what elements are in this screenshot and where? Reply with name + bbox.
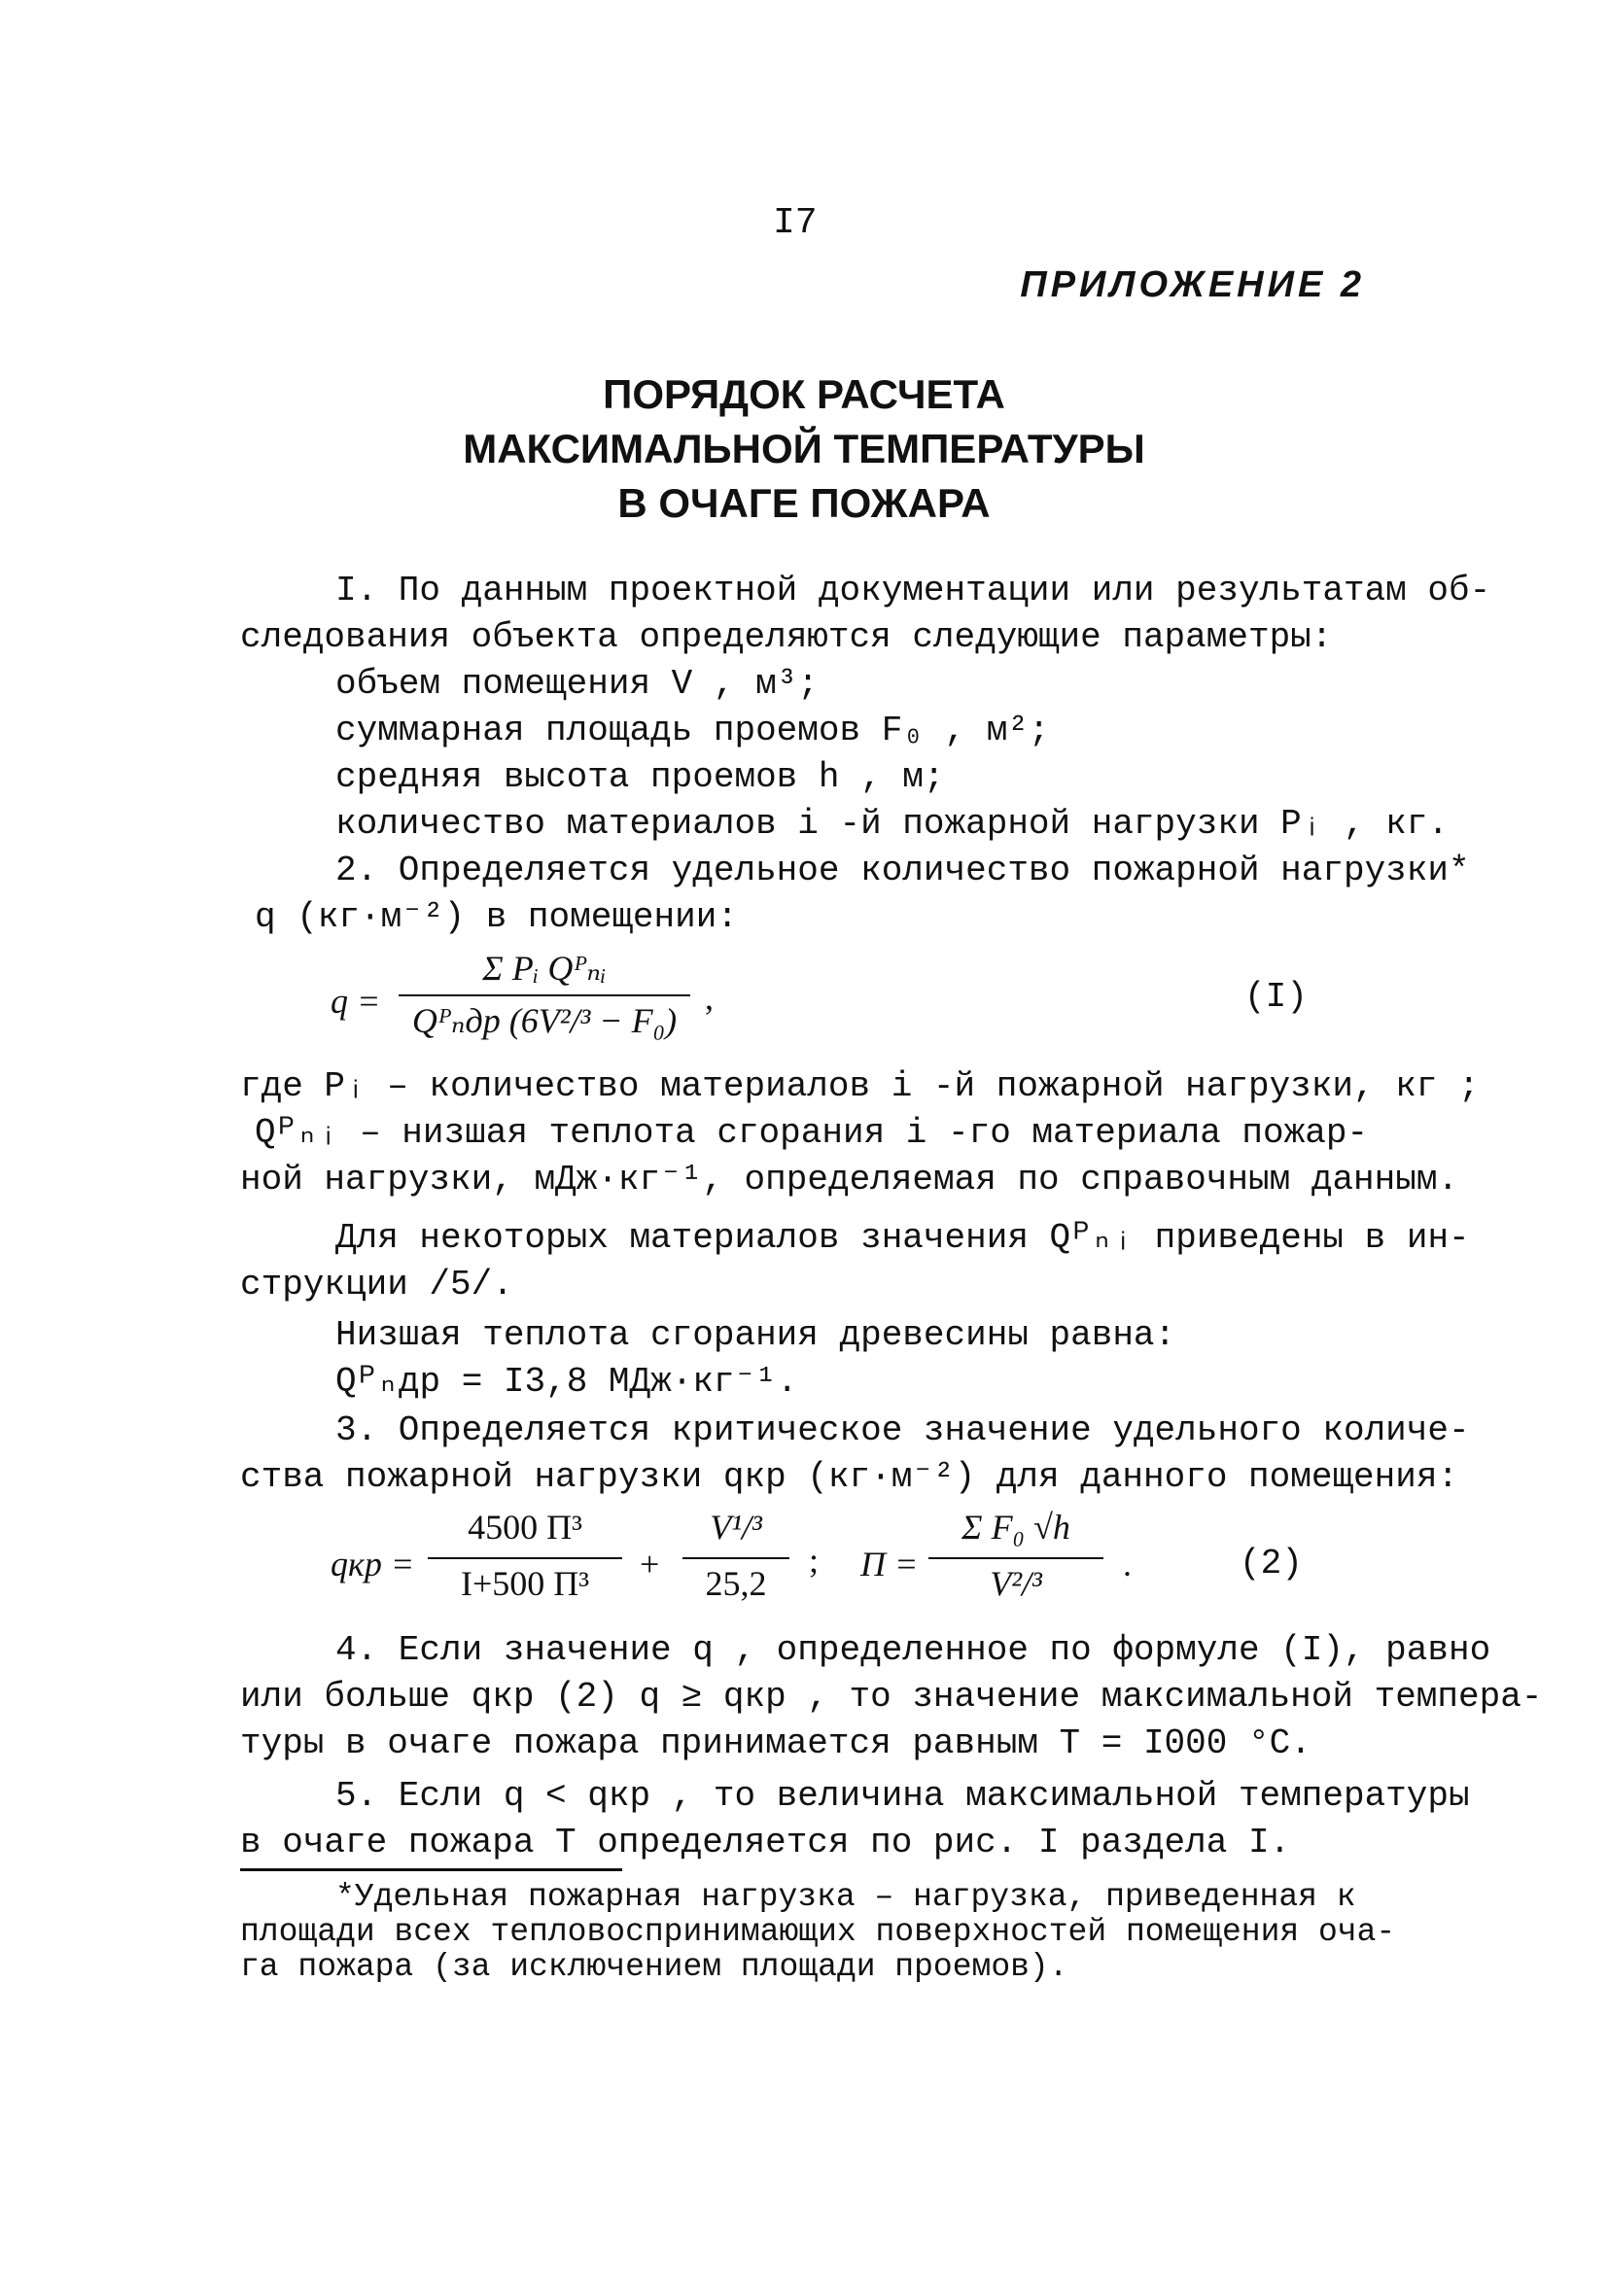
footnote-rule [240,1868,622,1871]
where-line-2: Qᴾₙᵢ – низшая теплота сгорания i -го материала пожар- [255,1113,1369,1153]
formula-2-lhs-2: П = [860,1545,919,1583]
footnote-line-2: площади всех тепловоспринимающих поверхностей помещения оча- [240,1914,1396,1950]
formula-2-frac3-bar [928,1557,1103,1559]
p4-line-2: или больше qкр (2) q ≥ qкр , то значение максимальной темпера- [240,1677,1543,1717]
p3-line-1: 3. Определяется критическое значение удельного количе- [335,1410,1470,1450]
title-line-2: МАКСИМАЛЬНОЙ ТЕМПЕРАТУРЫ [463,426,1145,471]
where-line-3: ной нагрузки, мДж·кг⁻¹, определяемая по справочным данным. [240,1160,1459,1200]
formula-2-frac3-numerator: Σ F₀ √h [961,1508,1070,1547]
formula-2-dot: . [1123,1545,1132,1583]
formula-2-frac1-bar [428,1557,622,1559]
formula-2-frac3-denominator: V²/³ [990,1564,1042,1603]
p5-line-1: 5. Если q < qкр , то величина максимальной температуры [335,1776,1470,1816]
p1-area: суммарная площадь проемов F₀ , м²; [335,711,1050,750]
formula-2-separator: ; [809,1541,820,1580]
formula-2-frac2-numerator: V¹/³ [710,1508,762,1547]
formula-2-frac1-numerator: 4500 П³ [468,1508,582,1547]
p4-line-3: туры в очаге пожара принимается равным T = I000 °C. [240,1723,1311,1763]
p1-line-1: I. По данным проектной документации или результатам об- [335,571,1491,610]
formula-1-numerator: Σ Pᵢ Qᴾₙᵢ [482,949,607,988]
p1-volume: объем помещения V , м³; [335,664,819,704]
note-line-1: Для некоторых материалов значения Qᴾₙᵢ приведены в ин- [335,1218,1470,1258]
formula-2 [331,1505,1303,1621]
footnote-line-3: га пожара (за исключением площади проемов). [240,1949,1068,1985]
wood-line-2: Qᴾₙдр = I3,8 МДж·кг⁻¹. [335,1362,798,1402]
p1-materials: количество материалов i -й пожарной нагрузки Pᵢ , кг. [335,804,1449,844]
formula-2-number: (2) [1240,1544,1303,1583]
formula-2-plus: + [640,1545,660,1583]
formula-1-denominator: Qᴾₙдр (6V²/³ − F₀) [411,1001,678,1040]
appendix-label: ПРИЛОЖЕНИЕ 2 [1020,264,1365,305]
formula-2-frac2-bar [682,1557,789,1559]
formula-1 [331,948,1308,1055]
formula-1-fraction-bar [399,994,690,996]
p2-line-2: q (кг·м⁻²) в помещении: [255,897,738,937]
p3-line-2: ства пожарной нагрузки qкр (кг·м⁻²) для данного помещения: [240,1457,1459,1497]
note-line-2: струкции /5/. [240,1265,513,1305]
footnote-line-1: *Удельная пожарная нагрузка – нагрузка, приведенная к [335,1879,1356,1915]
formula-2-fraction-2 [682,1505,789,1612]
p1-height: средняя высота проемов h , м; [335,757,945,797]
p5-line-2: в очаге пожара T определяется по рис. I раздела I. [240,1823,1291,1862]
formula-2-fraction-3 [928,1505,1103,1612]
formula-2-frac1-denominator: I+500 П³ [460,1564,590,1603]
formula-2-lhs: qкр = [331,1545,415,1583]
page-number: I7 [773,202,818,244]
formula-2-fraction-1 [428,1505,622,1612]
where-line-1: где Pᵢ – количество материалов i -й пожарной нагрузки, кг ; [240,1066,1480,1106]
p1-line-2: следования объекта определяются следующие параметры: [240,617,1333,657]
formula-1-fraction [399,948,690,1045]
title-line-3: В ОЧАГЕ ПОЖАРА [617,480,991,526]
wood-line-1: Низшая теплота сгорания древесины равна: [335,1315,1176,1355]
p2-line-1: 2. Определяется удельное количество пожарной нагрузки* [335,851,1470,890]
formula-1-trail: , [705,978,714,1017]
formula-1-lhs: q = [331,982,381,1021]
formula-1-number: (I) [1244,977,1308,1017]
p4-line-1: 4. Если значение q , определенное по формуле (I), равно [335,1630,1491,1670]
title-line-1: ПОРЯДОК РАСЧЕТА [603,371,1005,417]
formula-2-frac2-denominator: 25,2 [705,1564,767,1603]
